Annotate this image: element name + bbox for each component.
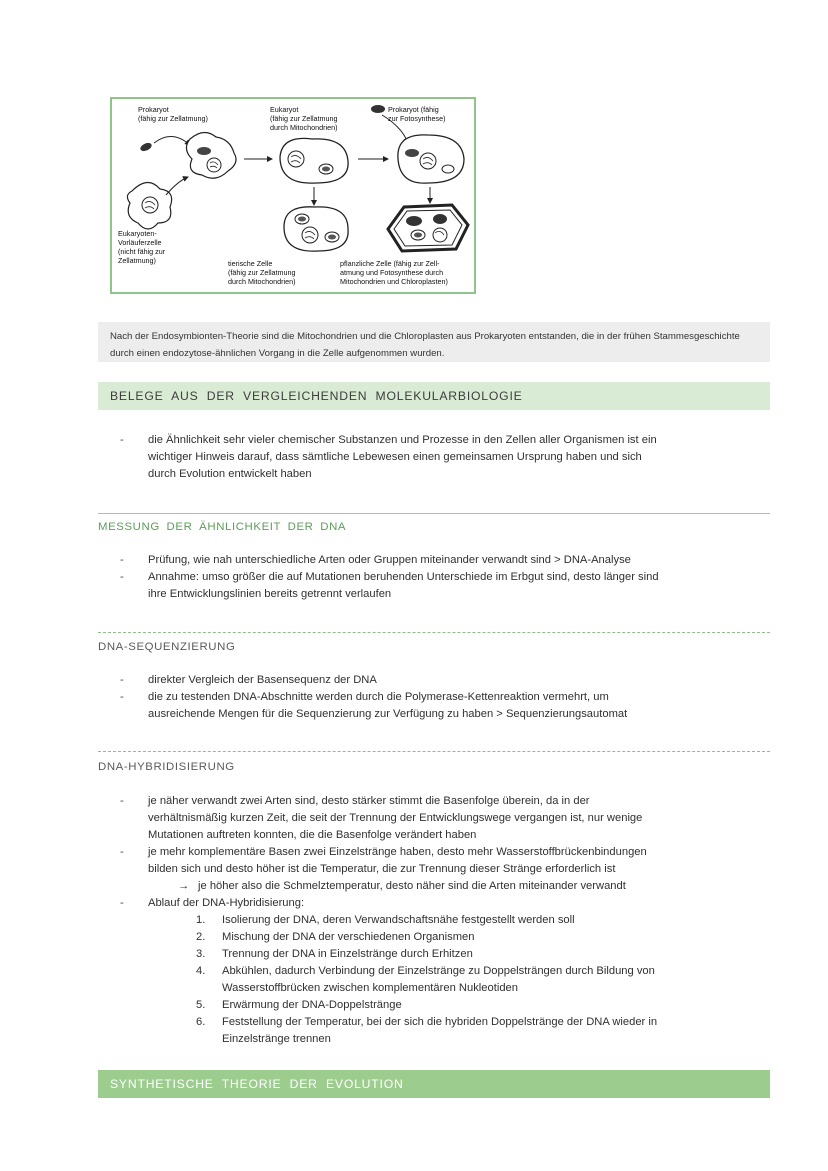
- step-text: Trennung der DNA in Einzelstränge durch Erhitzen: [222, 948, 473, 960]
- bullet-text: direkter Vergleich der Basensequenz der DNA: [148, 674, 377, 686]
- divider: [98, 632, 770, 633]
- figure-caption: Nach der Endosymbionten-Theorie sind die Mitochondrien und die Chloroplasten aus Prokaryoten entstanden, die in der frühen Stammesgeschichte durch einen endozytose-ähnlichen Vorgang in die Zelle aufgenommen wurden.: [98, 322, 770, 362]
- bullet-marker: -: [120, 554, 124, 566]
- divider: [98, 513, 770, 514]
- conclusion-text: je höher also die Schmelztemperatur, desto näher sind die Arten miteinander verwandt: [198, 880, 626, 892]
- bullet-text: Prüfung, wie nah unterschiedliche Arten oder Gruppen miteinander verwandt sind > DNA-Analyse: [148, 554, 631, 566]
- endosymbiont-diagram: [110, 97, 476, 294]
- step-text: Isolierung der DNA, deren Verwandschaftsnähe festgestellt werden soll: [222, 914, 575, 926]
- step-text: Erwärmung der DNA-Doppelstränge: [222, 999, 402, 1011]
- label-prokaryote-respiration: Prokaryot (fähig zur Zellatmung): [138, 105, 208, 123]
- step-number: 5.: [196, 999, 206, 1011]
- label-eukaryote: Eukaryot (fähig zur Zellatmung durch Mitochondrien): [270, 105, 338, 132]
- bullet-marker: -: [120, 691, 124, 703]
- heading-dna-similarity: MESSUNG DER ÄHNLICHKEIT DER DNA: [98, 521, 347, 533]
- bullet-text: Annahme: umso größer die auf Mutationen beruhenden Unterschiede im Erbgut sind, desto länger sind ihre Entwicklungslinien bereits getrennt verlaufen: [148, 571, 659, 600]
- step-number: 2.: [196, 931, 206, 943]
- bullet-text: je näher verwandt zwei Arten sind, desto stärker stimmt die Basenfolge überein, da in der verhältnismäßig kurzen Zeit, die seit der Trennung der Entwicklungswege vergangen ist, nur wenige Mutationen auftreten konnten, die die Basenfolge verändert haben: [148, 795, 643, 841]
- label-plant-cell: pflanzliche Zelle (fähig zur Zell- atmung und Fotosynthese durch Mitochondrien und Chloroplasten): [340, 259, 448, 286]
- label-precursor-cell: Eukaryoten- Vorläuferzelle (nicht fähig zur Zellatmung): [118, 229, 166, 265]
- label-prokaryote-photosynthesis: Prokaryot (fähig zur Fotosynthese): [388, 105, 446, 123]
- step-number: 6.: [196, 1016, 206, 1028]
- heading-dna-hybridization: DNA-HYBRIDISIERUNG: [98, 761, 235, 773]
- bullet-marker: -: [120, 846, 124, 858]
- step-number: 1.: [196, 914, 206, 926]
- section-heading-molecular-biology: BELEGE AUS DER VERGLEICHENDEN MOLEKULARBIOLOGIE: [98, 382, 770, 410]
- bullet-marker: -: [120, 434, 124, 446]
- bullet-text: Ablauf der DNA-Hybridisierung:: [148, 897, 305, 909]
- step-text: Mischung der DNA der verschiedenen Organismen: [222, 931, 475, 943]
- heading-dna-sequencing: DNA-SEQUENZIERUNG: [98, 641, 236, 653]
- section-heading-synthetic-theory: SYNTHETISCHE THEORIE DER EVOLUTION: [98, 1070, 770, 1098]
- bullet-marker: -: [120, 674, 124, 686]
- step-number: 3.: [196, 948, 206, 960]
- bullet-marker: -: [120, 897, 124, 909]
- step-number: 4.: [196, 965, 206, 977]
- bullet-text: die Ähnlichkeit sehr vieler chemischer Substanzen und Prozesse in den Zellen aller Organismen ist ein wichtiger Hinweis darauf, dass sämtliche Lebewesen einen gemeinsamen Ursprung haben und sich durch Evolution entwickelt haben: [148, 434, 657, 480]
- bullet-text: je mehr komplementäre Basen zwei Einzelstränge haben, desto mehr Wasserstoffbrückenbindungen bilden sich und desto höher ist die Temperatur, die zur Trennung dieser Stränge erforderlich ist: [148, 846, 647, 875]
- label-animal-cell: tierische Zelle (fähig zur Zellatmung durch Mitochondrien): [228, 259, 296, 286]
- bullet-text: die zu testenden DNA-Abschnitte werden durch die Polymerase-Kettenreaktion vermehrt, um ausreichende Mengen für die Sequenzierung zur Verfügung zu haben > Sequenzierungsautomat: [148, 691, 628, 720]
- bullet-marker: -: [120, 571, 124, 583]
- step-text: Abkühlen, dadurch Verbindung der Einzelstränge zu Doppelsträngen durch Bildung von Wasserstoffbrücken zwischen komplementären Nukleotiden: [222, 965, 655, 994]
- step-text: Feststellung der Temperatur, bei der sich die hybriden Doppelstränge der DNA wieder in Einzelstränge trennen: [222, 1016, 658, 1045]
- bullet-marker: -: [120, 795, 124, 807]
- divider: [98, 751, 770, 752]
- arrow-icon: →: [178, 880, 190, 892]
